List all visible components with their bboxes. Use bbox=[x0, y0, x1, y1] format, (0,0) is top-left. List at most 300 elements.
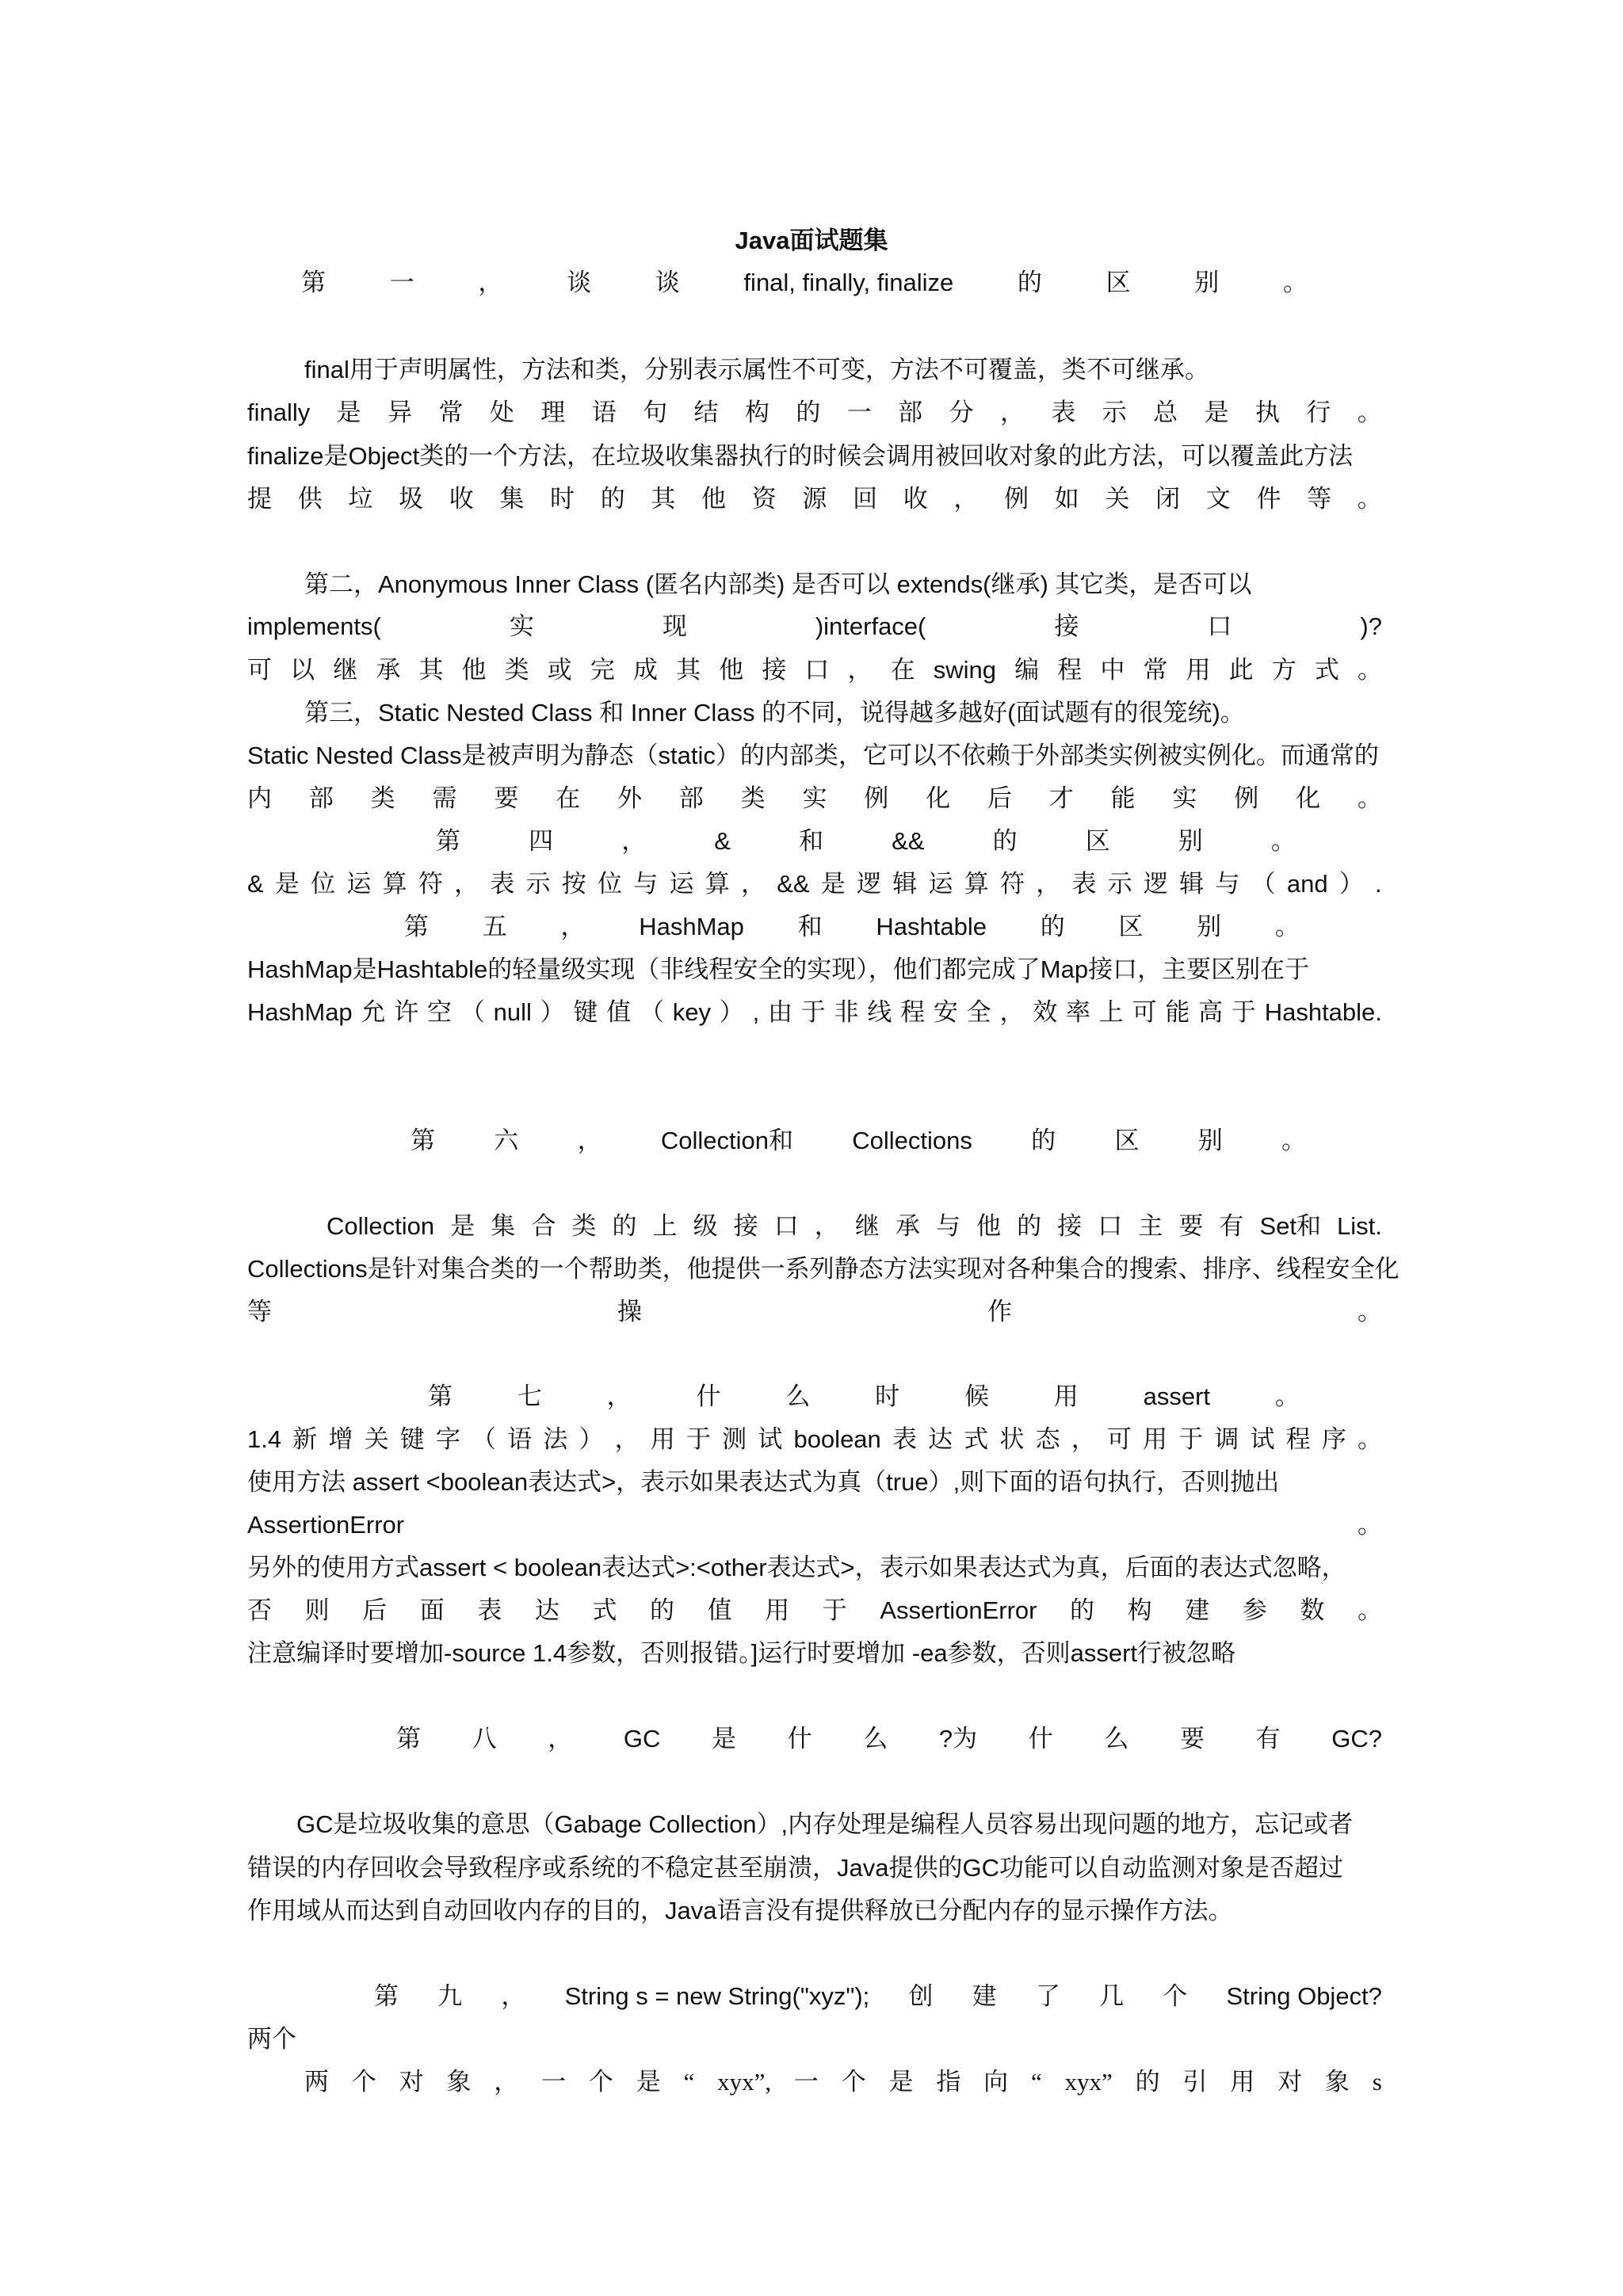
text-segment: 能 bbox=[1165, 998, 1190, 1026]
text-line bbox=[247, 1296, 1382, 1328]
text-segment: Hashtable bbox=[876, 913, 987, 940]
text-segment: 构 bbox=[744, 399, 769, 426]
text-segment: 向 bbox=[983, 2068, 1009, 2096]
text-segment: 什 bbox=[787, 1725, 812, 1753]
text-segment: 运 bbox=[928, 870, 953, 898]
text-segment: 程 bbox=[1285, 1425, 1311, 1453]
text-segment: 后 bbox=[362, 1596, 388, 1624]
text-segment: 接 bbox=[1054, 612, 1079, 640]
text-segment: 方 bbox=[1271, 656, 1296, 684]
text-segment: 有 bbox=[1255, 1725, 1281, 1753]
text-segment: 候 bbox=[964, 1383, 989, 1410]
text-segment: 辑 bbox=[892, 870, 918, 898]
text-segment: 内 bbox=[247, 784, 272, 812]
text-segment: 集 bbox=[491, 1212, 516, 1240]
document-title: Java面试题集 bbox=[735, 227, 888, 254]
text-segment: 注意编译时要增加-source 1.4参数，否则报错。]运行时要增加 -ea参数，否则assert行被忽略 bbox=[247, 1639, 1236, 1667]
text-segment: null bbox=[493, 998, 532, 1026]
text-segment: 法 bbox=[543, 1425, 568, 1453]
text-line bbox=[247, 397, 1382, 429]
text-segment: 是 bbox=[712, 1725, 736, 1753]
text-segment: 由 bbox=[767, 998, 792, 1026]
text-line bbox=[247, 654, 1382, 686]
text-segment: 表 bbox=[892, 1425, 917, 1453]
text-segment: 的 bbox=[1070, 1596, 1095, 1624]
text-segment: 了 bbox=[1035, 1982, 1060, 2010]
text-segment: Static Nested Class是被声明为静态（static）的内部类，它可以不依赖于外部类实例被实例化。而通常的 bbox=[247, 742, 1379, 769]
text-segment: 等 bbox=[1307, 485, 1332, 513]
text-segment: 式 bbox=[1314, 656, 1339, 684]
text-segment: 常 bbox=[438, 399, 464, 426]
text-segment: xyx”, bbox=[717, 2068, 772, 2096]
text-segment: 示 bbox=[1102, 399, 1127, 426]
text-segment: 么 bbox=[863, 1725, 888, 1753]
text-segment: 键 bbox=[399, 1425, 425, 1453]
text-line bbox=[247, 354, 1382, 386]
text-segment: 区 bbox=[1118, 913, 1144, 940]
text-segment: 错误的内存回收会导致程序或系统的不稳定甚至崩溃，Java提供的GC功能可以自动监测对象是否超过 bbox=[247, 1854, 1343, 1882]
text-segment: 对 bbox=[1277, 2068, 1303, 2096]
text-segment: 上 bbox=[1098, 998, 1124, 1026]
text-segment: 一 bbox=[793, 2068, 819, 2096]
text-segment: GC? bbox=[1331, 1725, 1382, 1753]
text-line bbox=[436, 826, 1296, 857]
text-segment: 要 bbox=[494, 784, 519, 812]
text-line bbox=[247, 1424, 1382, 1455]
text-segment: 类 bbox=[740, 784, 766, 812]
text-segment: 部 bbox=[678, 784, 704, 812]
text-segment: 个 bbox=[1163, 1982, 1188, 2010]
text-segment: 空 bbox=[427, 998, 453, 1026]
text-segment: 关 bbox=[1105, 485, 1130, 513]
text-segment: 构 bbox=[1127, 1596, 1152, 1624]
text-segment: 辑 bbox=[1179, 870, 1205, 898]
text-segment: 么 bbox=[785, 1383, 811, 1410]
text-segment: 对 bbox=[399, 2068, 424, 2096]
text-segment: 是 bbox=[820, 870, 846, 898]
text-segment: 接 bbox=[1057, 1212, 1083, 1240]
text-segment: 操 bbox=[617, 1298, 642, 1325]
text-segment: 的 bbox=[1040, 913, 1065, 940]
text-segment: 作 bbox=[987, 1298, 1012, 1325]
text-segment: 。 bbox=[1358, 656, 1382, 684]
text-segment: 中 bbox=[1100, 656, 1125, 684]
text-segment: 用 bbox=[1053, 1383, 1079, 1410]
text-segment: 全 bbox=[966, 998, 991, 1026]
text-segment: 关 bbox=[364, 1425, 389, 1453]
text-segment: 字 bbox=[435, 1425, 460, 1453]
text-segment: “ bbox=[1030, 2068, 1042, 2096]
text-segment: ?为 bbox=[938, 1725, 978, 1753]
text-segment: 算 bbox=[705, 870, 730, 898]
text-segment: 执 bbox=[1254, 399, 1280, 426]
text-segment: ， bbox=[1036, 870, 1061, 898]
text-segment: 其 bbox=[418, 656, 444, 684]
text-segment: 第 bbox=[374, 1982, 399, 2010]
text-segment: 表 bbox=[1051, 399, 1076, 426]
text-segment: ， bbox=[606, 1383, 632, 1410]
text-segment: 以 bbox=[290, 656, 315, 684]
text-segment: 其 bbox=[676, 656, 701, 684]
text-segment: 式 bbox=[964, 1425, 989, 1453]
text-segment: 级 bbox=[693, 1212, 718, 1240]
text-segment: )interface( bbox=[815, 612, 926, 640]
text-segment: )? bbox=[1360, 612, 1382, 640]
text-segment: 个 bbox=[351, 2068, 376, 2096]
text-segment: 表 bbox=[1071, 870, 1097, 898]
text-segment: 第 bbox=[301, 269, 326, 296]
text-segment: 用 bbox=[1186, 656, 1211, 684]
text-segment: . bbox=[1375, 870, 1382, 898]
text-segment: 面 bbox=[419, 1596, 445, 1624]
text-line bbox=[247, 783, 1382, 814]
text-segment: 1.4 bbox=[247, 1425, 282, 1453]
text-segment: 于 bbox=[685, 1425, 711, 1453]
text-segment: 。 bbox=[1357, 485, 1382, 513]
text-segment: ， bbox=[814, 1212, 839, 1240]
text-segment: String Object? bbox=[1226, 1982, 1382, 2010]
text-segment: ， bbox=[740, 870, 766, 898]
text-segment: 第 bbox=[396, 1725, 421, 1753]
text-line bbox=[411, 1125, 1306, 1157]
text-segment: 。 bbox=[1281, 1127, 1306, 1154]
text-segment: 高 bbox=[1198, 998, 1224, 1026]
text-segment: 的 bbox=[796, 399, 821, 426]
text-segment: 增 bbox=[328, 1425, 353, 1453]
text-line bbox=[247, 954, 1382, 986]
text-segment: AssertionError bbox=[247, 1511, 405, 1539]
text-segment: 作用域从而达到自动回收内存的目的，Java语言没有提供释放已分配内存的显示操作方法。 bbox=[247, 1897, 1233, 1924]
text-segment: 程 bbox=[900, 998, 926, 1026]
text-segment: 创 bbox=[908, 1982, 934, 2010]
text-segment: 使用方法 assert <boolean表达式>，表示如果表达式为真（true）,则下面的语句执行，否则抛出 bbox=[247, 1468, 1280, 1496]
text-segment: 。 bbox=[1357, 1425, 1382, 1453]
text-segment: 谈 bbox=[567, 269, 592, 296]
text-segment: 个 bbox=[841, 2068, 866, 2096]
text-segment: 什 bbox=[696, 1383, 721, 1410]
text-segment: 第 bbox=[428, 1383, 453, 1410]
text-segment: 源 bbox=[802, 485, 827, 513]
text-segment: 需 bbox=[432, 784, 457, 812]
text-segment: 两 bbox=[304, 2068, 329, 2096]
text-segment: 件 bbox=[1256, 485, 1281, 513]
text-segment: 有 bbox=[1219, 1212, 1244, 1240]
text-segment: ， bbox=[560, 913, 586, 940]
text-line bbox=[247, 2023, 1382, 2055]
text-segment: 两个 bbox=[247, 2025, 296, 2053]
text-segment: , bbox=[752, 998, 760, 1026]
text-line bbox=[428, 1381, 1300, 1413]
text-segment: 是 bbox=[1204, 399, 1229, 426]
text-segment: 收 bbox=[449, 485, 474, 513]
text-segment: 他 bbox=[976, 1212, 1001, 1240]
text-segment: ， bbox=[614, 1425, 640, 1453]
text-segment: key bbox=[672, 998, 712, 1026]
text-segment: （ bbox=[1251, 870, 1276, 898]
text-segment: 第 bbox=[411, 1127, 435, 1154]
text-segment: 测 bbox=[722, 1425, 747, 1453]
text-segment: 别 bbox=[1197, 913, 1222, 940]
text-segment: 总 bbox=[1153, 399, 1178, 426]
text-segment: 于 bbox=[1178, 1425, 1204, 1453]
text-segment: 和 bbox=[799, 827, 824, 855]
text-segment: ， bbox=[999, 399, 1025, 426]
text-segment: String s = new String("xyz"); bbox=[564, 1982, 870, 2010]
text-line bbox=[247, 1809, 1382, 1840]
text-segment: 结 bbox=[693, 399, 719, 426]
text-segment: 可 bbox=[1106, 1425, 1132, 1453]
text-segment: 外 bbox=[617, 784, 642, 812]
text-line bbox=[396, 1723, 1382, 1755]
text-segment: 他 bbox=[701, 485, 727, 513]
text-segment: 后 bbox=[987, 784, 1012, 812]
text-segment: 用 bbox=[765, 1596, 790, 1624]
text-segment: 逻 bbox=[1143, 870, 1168, 898]
text-segment: 调 bbox=[1214, 1425, 1239, 1453]
text-segment: 位 bbox=[598, 870, 623, 898]
text-segment: 试 bbox=[758, 1425, 783, 1453]
text-segment: 是 bbox=[336, 399, 361, 426]
text-segment: 合 bbox=[531, 1212, 556, 1240]
text-segment: 。 bbox=[1282, 269, 1308, 296]
text-segment: 类 bbox=[571, 1212, 597, 1240]
text-segment: ， bbox=[621, 827, 647, 855]
text-segment: 。 bbox=[1274, 1383, 1300, 1410]
text-segment: 几 bbox=[1099, 1982, 1125, 2010]
text-segment: 类 bbox=[504, 656, 529, 684]
text-segment: 的 bbox=[1017, 1212, 1042, 1240]
text-segment: 口 bbox=[1098, 1212, 1123, 1240]
text-segment: 此 bbox=[1228, 656, 1254, 684]
text-segment: 是 bbox=[274, 870, 300, 898]
text-segment: 于 bbox=[1231, 998, 1256, 1026]
text-segment: 继 bbox=[333, 656, 358, 684]
text-segment: 谈 bbox=[655, 269, 680, 296]
text-segment: 别 bbox=[1178, 827, 1203, 855]
text-segment: 化 bbox=[926, 784, 951, 812]
text-segment: 示 bbox=[525, 870, 551, 898]
text-line bbox=[304, 2066, 1382, 2098]
text-segment: 运 bbox=[669, 870, 694, 898]
text-line bbox=[247, 1595, 1382, 1627]
text-segment: Collections是针对集合类的一个帮助类，他提供一系列静态方法实现对各种集合的搜索、排序、线程安全化 bbox=[247, 1255, 1400, 1283]
text-segment: Collection bbox=[327, 1212, 435, 1240]
text-segment: 。 bbox=[1357, 784, 1382, 812]
text-segment: 口 bbox=[804, 656, 830, 684]
text-segment: 非 bbox=[834, 998, 859, 1026]
text-segment: assert bbox=[1143, 1383, 1211, 1410]
text-segment: 建 bbox=[972, 1982, 997, 2010]
text-segment: 引 bbox=[1182, 2068, 1208, 2096]
text-segment: 实 bbox=[802, 784, 827, 812]
text-segment: ， bbox=[494, 2068, 519, 2096]
text-segment: 在 bbox=[556, 784, 581, 812]
text-line bbox=[374, 1981, 1382, 2012]
text-segment: 提 bbox=[247, 485, 272, 513]
text-segment: 部 bbox=[898, 399, 923, 426]
text-segment: 与 bbox=[1215, 870, 1240, 898]
text-segment: 算 bbox=[964, 870, 989, 898]
text-segment: “ bbox=[683, 2068, 695, 2096]
text-segment: 一 bbox=[541, 2068, 567, 2096]
text-segment: 第二，Anonymous Inner Class (匿名内部类) 是否可以 extends(继承) 其它类，是否可以 bbox=[304, 570, 1252, 598]
text-segment: 接 bbox=[733, 1212, 758, 1240]
text-segment: boolean bbox=[793, 1425, 881, 1453]
text-segment: 常 bbox=[1143, 656, 1168, 684]
text-segment: Collections bbox=[852, 1127, 972, 1154]
text-segment: 与 bbox=[935, 1212, 960, 1240]
text-segment: 可 bbox=[1132, 998, 1157, 1026]
text-line bbox=[247, 1466, 1382, 1498]
text-segment: 实 bbox=[509, 612, 534, 640]
text-segment: 的 bbox=[1031, 1127, 1056, 1154]
text-segment: 和 bbox=[797, 913, 823, 940]
text-segment: 实 bbox=[1172, 784, 1197, 812]
text-segment: 口 bbox=[1207, 612, 1232, 640]
text-segment: 他 bbox=[719, 656, 744, 684]
text-segment: 数 bbox=[1300, 1596, 1325, 1624]
text-segment: Set和 bbox=[1259, 1212, 1321, 1240]
text-segment: 时 bbox=[875, 1383, 900, 1410]
text-segment: 位 bbox=[311, 870, 336, 898]
text-segment: 则 bbox=[304, 1596, 330, 1624]
text-segment: ） bbox=[540, 998, 565, 1026]
text-segment: 承 bbox=[895, 1212, 920, 1240]
text-segment: 的 bbox=[600, 485, 625, 513]
text-segment: 另外的使用方式assert < boolean表达式>:<other表达式>，表示如果表达式为真，后面的表达式忽略， bbox=[247, 1554, 1346, 1581]
text-segment: 算 bbox=[382, 870, 407, 898]
text-segment: 。 bbox=[1357, 1596, 1382, 1624]
text-segment: 是 bbox=[450, 1212, 475, 1240]
text-segment: s bbox=[1372, 2068, 1382, 2096]
text-segment: HashMap是Hashtable的轻量级实现（非线程安全的实现），他们都完成了Map接口，主要区别在于 bbox=[247, 955, 1310, 983]
text-segment: 其 bbox=[651, 485, 676, 513]
text-segment: 参 bbox=[1242, 1596, 1267, 1624]
text-line bbox=[247, 1552, 1382, 1584]
text-segment: 如 bbox=[1054, 485, 1079, 513]
text-line bbox=[247, 1852, 1382, 1884]
text-segment: 语 bbox=[591, 399, 617, 426]
text-segment: 分 bbox=[949, 399, 974, 426]
text-segment: final, finally, finalize bbox=[743, 269, 954, 296]
text-line bbox=[247, 1253, 1400, 1285]
text-segment: 否 bbox=[247, 1596, 272, 1624]
text-segment: 。 bbox=[1358, 1511, 1382, 1539]
text-segment: ） bbox=[719, 998, 744, 1026]
text-segment: 区 bbox=[1106, 269, 1131, 296]
text-segment: & bbox=[714, 827, 731, 855]
text-segment: 收 bbox=[903, 485, 928, 513]
text-segment: 态 bbox=[1035, 1425, 1060, 1453]
text-segment: 什 bbox=[1028, 1725, 1053, 1753]
text-segment: 继 bbox=[854, 1212, 880, 1240]
text-segment: 部 bbox=[308, 784, 334, 812]
text-segment: 象 bbox=[1324, 2068, 1350, 2096]
text-segment: ， bbox=[847, 656, 873, 684]
text-segment: 接 bbox=[762, 656, 787, 684]
text-segment: 八 bbox=[472, 1725, 497, 1753]
text-segment: 于 bbox=[822, 1596, 847, 1624]
text-segment: 逻 bbox=[857, 870, 882, 898]
text-segment: 成 bbox=[632, 656, 658, 684]
text-segment: swing bbox=[933, 656, 997, 684]
text-segment: 建 bbox=[1185, 1596, 1210, 1624]
text-segment: 按 bbox=[561, 870, 586, 898]
text-segment: （ bbox=[639, 998, 664, 1026]
text-segment: final用于声明属性，方法和类，分别表示属性不可变，方法不可覆盖，类不可继承。 bbox=[304, 356, 1209, 383]
text-segment: 效 bbox=[1033, 998, 1058, 1026]
text-line bbox=[327, 1211, 1382, 1242]
text-segment: 化 bbox=[1296, 784, 1321, 812]
text-segment: 句 bbox=[643, 399, 668, 426]
text-segment: 状 bbox=[999, 1425, 1025, 1453]
text-segment: 上 bbox=[652, 1212, 678, 1240]
text-segment: 符 bbox=[999, 870, 1025, 898]
text-line bbox=[247, 868, 1382, 900]
text-segment: 闭 bbox=[1155, 485, 1181, 513]
text-segment: 的 bbox=[1135, 2068, 1160, 2096]
text-line bbox=[247, 483, 1382, 515]
text-line bbox=[247, 569, 1382, 601]
text-segment: 指 bbox=[936, 2068, 961, 2096]
text-segment: 别 bbox=[1197, 1127, 1223, 1154]
text-segment: 键 bbox=[573, 998, 598, 1026]
text-segment: ， bbox=[478, 269, 503, 296]
text-segment: 文 bbox=[1205, 485, 1231, 513]
text-segment: 第 bbox=[404, 913, 429, 940]
text-segment: 资 bbox=[751, 485, 777, 513]
text-segment: 的 bbox=[612, 1212, 637, 1240]
text-segment: 表 bbox=[477, 1596, 502, 1624]
text-segment: 回 bbox=[853, 485, 878, 513]
text-segment: 例 bbox=[1004, 485, 1029, 513]
text-segment: 可 bbox=[247, 656, 272, 684]
text-line bbox=[247, 1638, 1382, 1669]
text-segment: 类 bbox=[370, 784, 395, 812]
text-segment: 线 bbox=[867, 998, 892, 1026]
text-segment: xyx” bbox=[1064, 2068, 1113, 2096]
text-segment: 区 bbox=[1114, 1127, 1140, 1154]
text-segment: ） bbox=[1338, 870, 1364, 898]
text-segment: Hashtable. bbox=[1264, 998, 1382, 1026]
text-segment: 的 bbox=[650, 1596, 675, 1624]
text-segment: 是 bbox=[636, 2068, 661, 2096]
text-segment: ， bbox=[454, 870, 479, 898]
text-segment: 或 bbox=[547, 656, 572, 684]
text-segment: 序 bbox=[1321, 1425, 1346, 1453]
text-segment: ， bbox=[953, 485, 979, 513]
text-segment: List. bbox=[1337, 1212, 1382, 1240]
text-segment: 用 bbox=[650, 1425, 675, 1453]
text-segment: 个 bbox=[588, 2068, 613, 2096]
text-segment: 么 bbox=[1104, 1725, 1129, 1753]
text-segment: 九 bbox=[437, 1982, 463, 2010]
text-segment: 表 bbox=[490, 870, 515, 898]
text-segment: 时 bbox=[550, 485, 575, 513]
text-segment: 。 bbox=[1270, 827, 1296, 855]
text-segment: 要 bbox=[1178, 1212, 1204, 1240]
text-segment: 安 bbox=[933, 998, 958, 1026]
text-segment: 现 bbox=[662, 612, 687, 640]
text-segment: ， bbox=[501, 1982, 526, 2010]
text-segment: 允 bbox=[361, 998, 386, 1026]
text-segment: 率 bbox=[1066, 998, 1091, 1026]
text-segment: 用 bbox=[1143, 1425, 1168, 1453]
text-segment: 口 bbox=[773, 1212, 799, 1240]
text-line bbox=[247, 441, 1382, 472]
text-segment: 值 bbox=[707, 1596, 732, 1624]
text-segment: 四 bbox=[529, 827, 554, 855]
